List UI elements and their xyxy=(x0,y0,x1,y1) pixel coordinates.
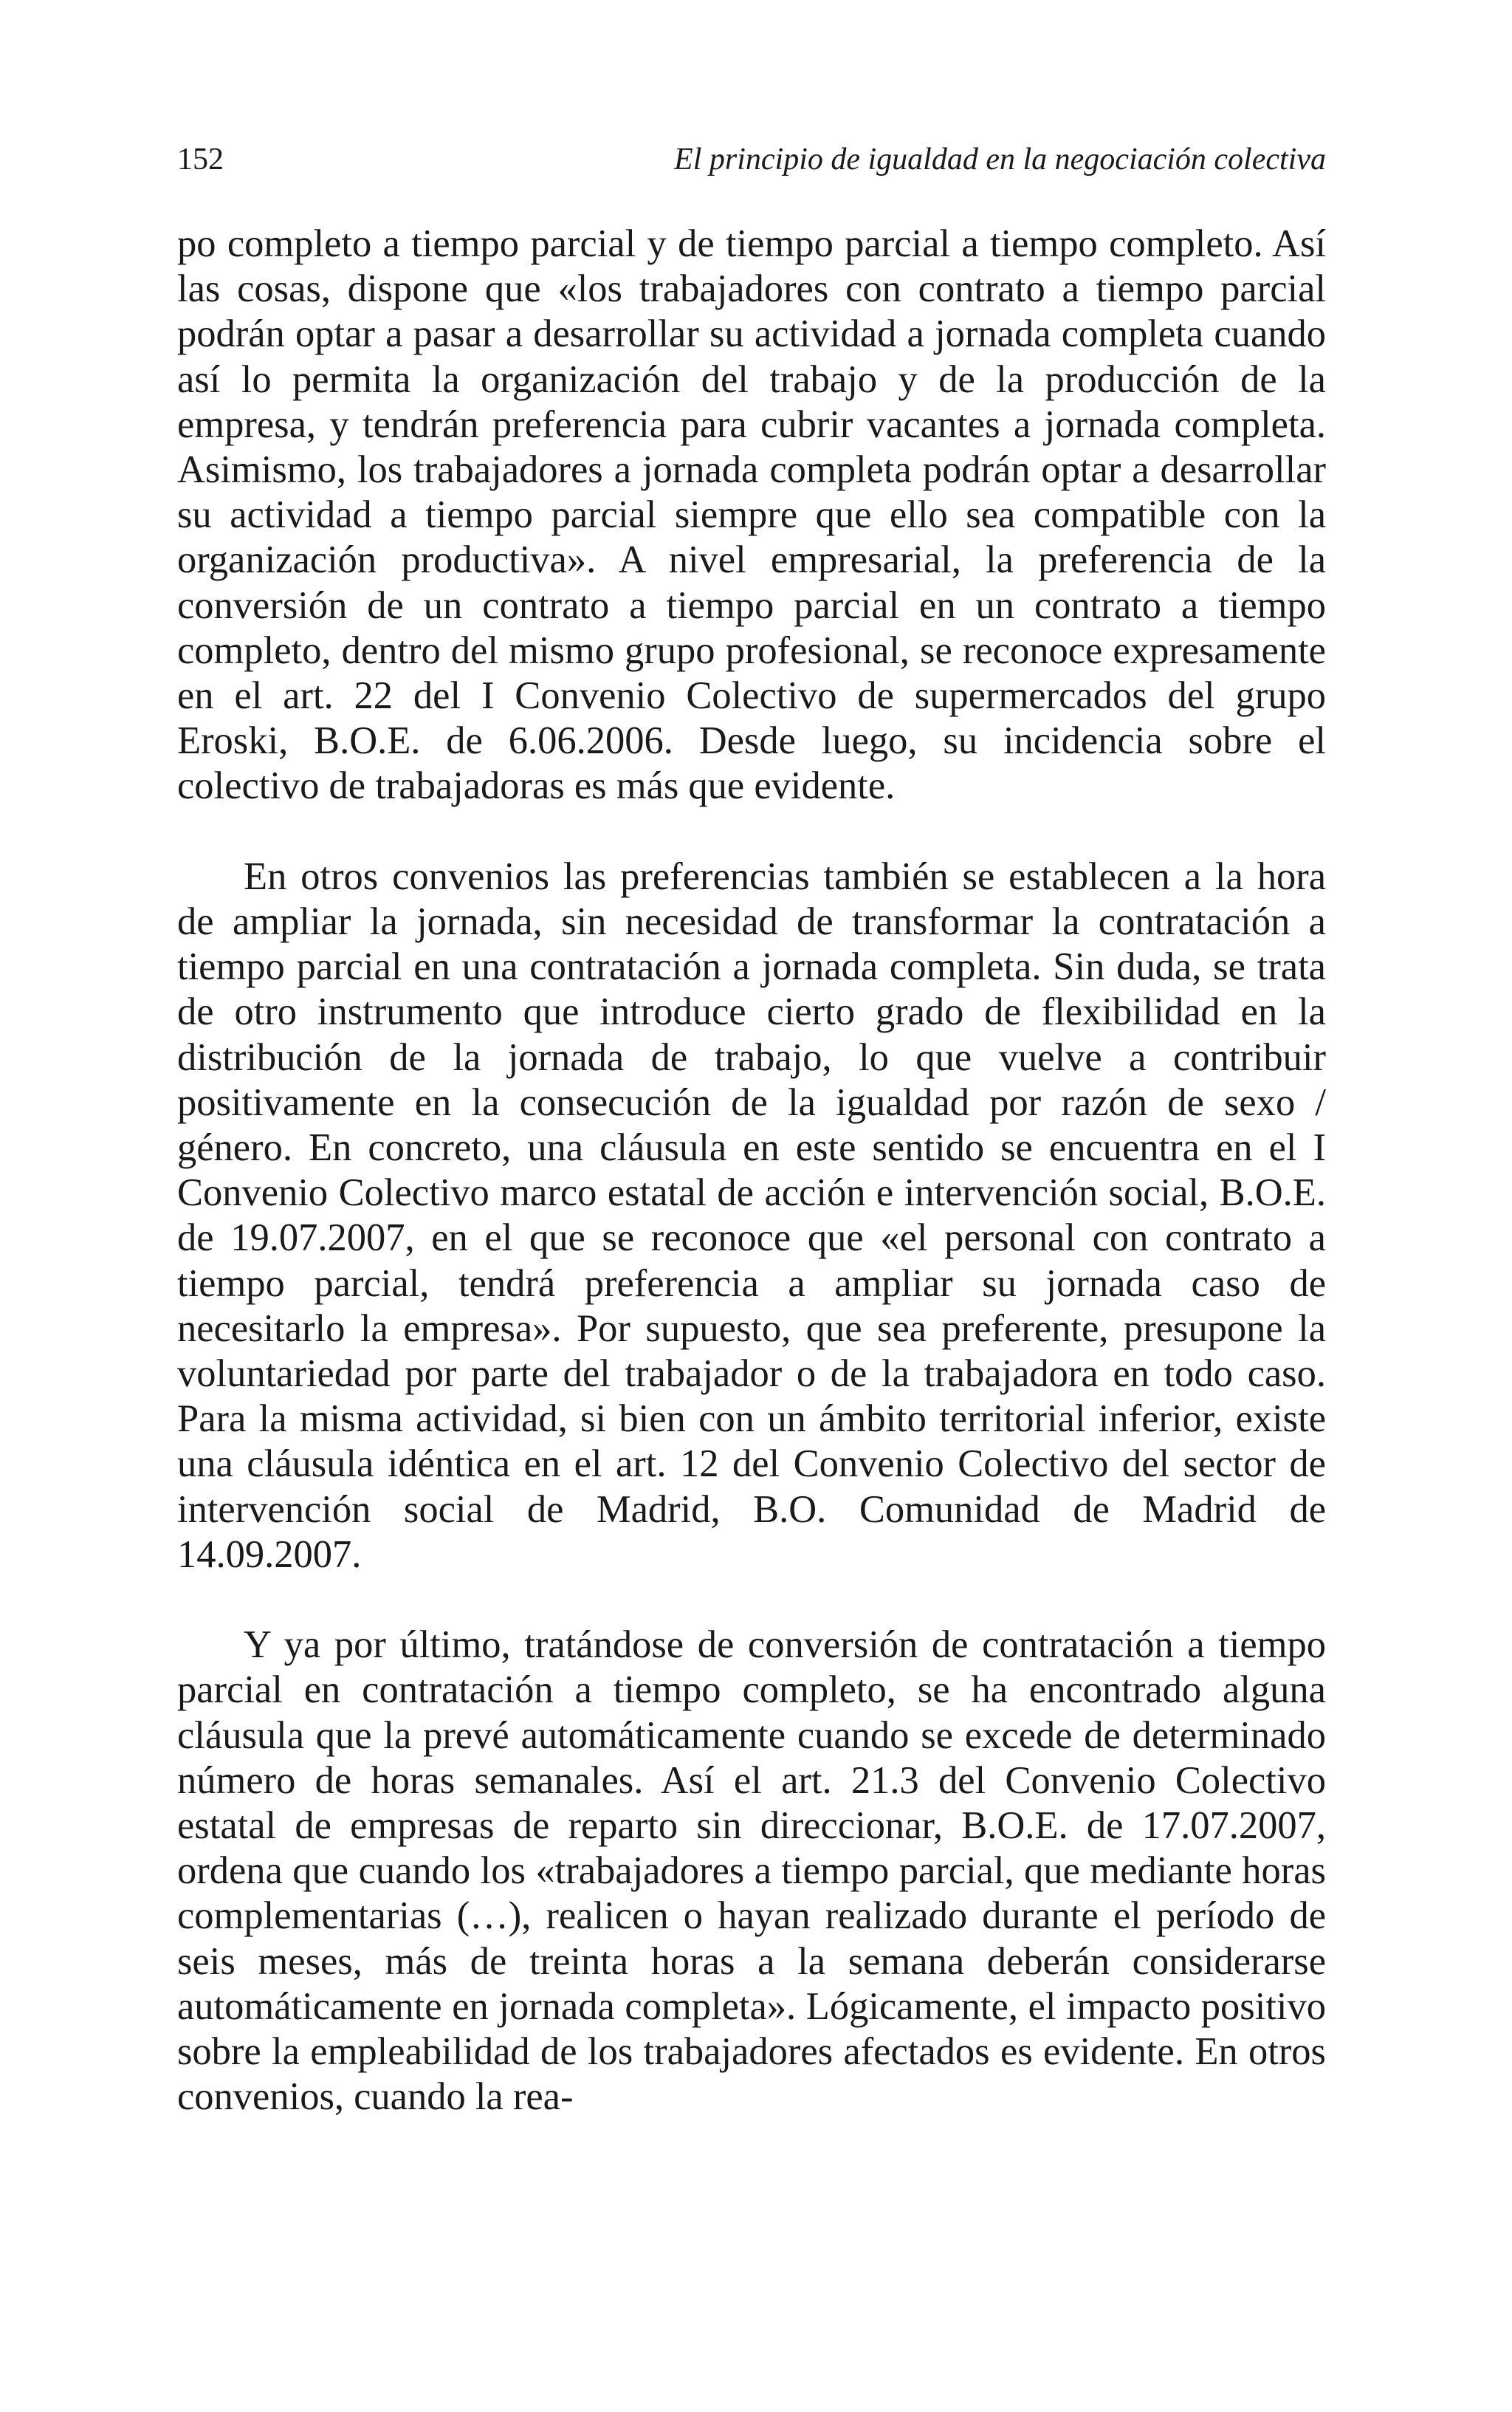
body-text xyxy=(177,222,1326,2165)
running-title: El principio de igualdad en la negociación colectiva xyxy=(674,143,1326,177)
page-header xyxy=(177,139,1326,180)
paragraph-3: Y ya por último, tratándose de conversión de contratación a tiempo parcial en contratación a tiempo completo, se ha encontrado alguna cláusula que la prevé automáticamente cuando se excede de determinado número de horas semanales. Así el art. 21.3 del Convenio Colectivo estatal de empresas de reparto sin direccionar, B.O.E. de 17.07.2007, ordena que cuando los «trabajadores a tiempo parcial, que mediante horas complementarias (…), realicen o hayan realizado durante el período de seis meses, más de treinta horas a la semana deberán considerarse automáticamente en jornada completa». Lógicamente, el impacto positivo sobre la empleabilidad de los trabajadores afectados es evidente. En otros convenios, cuando la rea- xyxy=(177,1623,1326,2119)
paragraph-1: po completo a tiempo parcial y de tiempo parcial a tiempo completo. Así las cosas, dispone que «los trabajadores con contrato a tiempo parcial podrán optar a pasar a desarrollar su actividad a jornada completa cuando así lo permita la organización del trabajo y de la producción de la empresa, y tendrán preferencia para cubrir vacantes a jornada completa. Asimismo, los trabajadores a jornada completa podrán optar a desarrollar su actividad a tiempo parcial siempre que ello sea compatible con la organización productiva». A nivel empresarial, la preferencia de la conversión de un contrato a tiempo parcial en un contrato a tiempo completo, dentro del mismo grupo profesional, se reconoce expresamente en el art. 22 del I Convenio Colectivo de supermercados del grupo Eroski, B.O.E. de 6.06.2006. Desde luego, su incidencia sobre el colectivo de trabajadoras es más que evidente. xyxy=(177,222,1326,808)
paragraph-2: En otros convenios las preferencias también se establecen a la hora de ampliar la jornada, sin necesidad de transformar la contratación a tiempo parcial en una contratación a jornada completa. Sin duda, se trata de otro instrumento que introduce cierto grado de flexibilidad en la distribución de la jornada de trabajo, lo que vuelve a contribuir positivamente en la consecución de la igualdad por razón de sexo / género. En concreto, una cláusula en este sentido se encuentra en el I Convenio Colectivo marco estatal de acción e intervención social, B.O.E. de 19.07.2007, en el que se reconoce que «el personal con contrato a tiempo parcial, tendrá preferencia a ampliar su jornada caso de necesitarlo la empresa». Por supuesto, que sea preferente, presupone la voluntariedad por parte del trabajador o de la trabajadora en todo caso. Para la misma actividad, si bien con un ámbito territorial inferior, existe una cláusula idéntica en el art. 12 del Convenio Colectivo del sector de intervención social de Madrid, B.O. Comunidad de Madrid de 14.09.2007. xyxy=(177,854,1326,1576)
page-number: 152 xyxy=(177,143,224,177)
